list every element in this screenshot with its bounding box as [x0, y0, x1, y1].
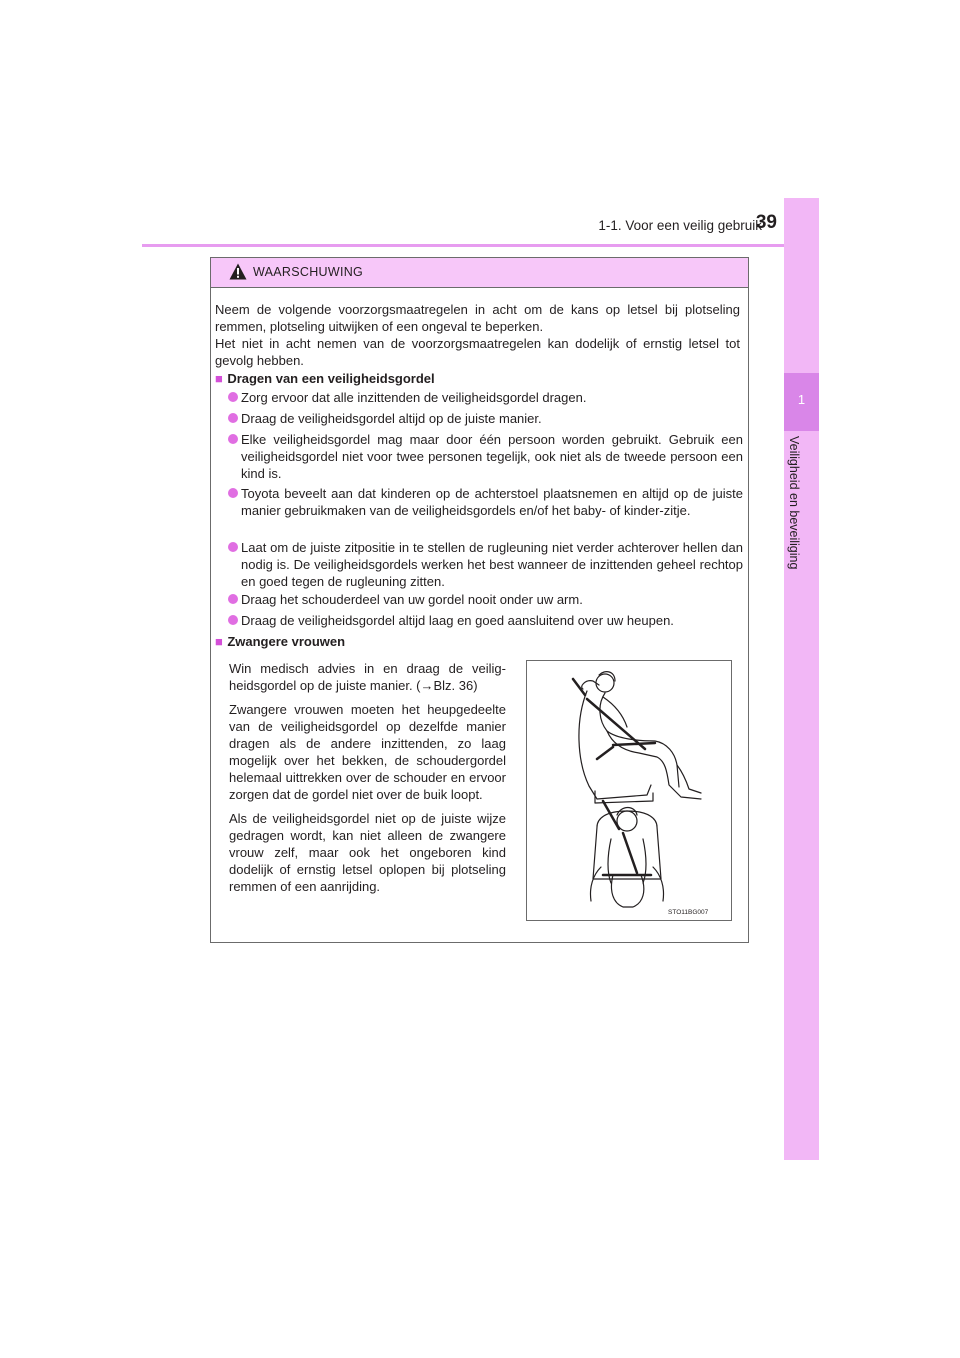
- bullet-dot-icon: [228, 413, 238, 423]
- list-item-text: Draag het schouderdeel van uw gordel nooit onder uw arm.: [241, 592, 583, 607]
- section-heading-text: Dragen van een veiligheidsgordel: [227, 371, 435, 386]
- bullet-dot-icon: [228, 594, 238, 604]
- bullet-dot-icon: [228, 434, 238, 444]
- list-item-text: Draag de veiligheidsgordel altijd laag en goed aansluitend over uw heupen.: [241, 613, 674, 628]
- paragraph: Win medisch advies in en draag de veilig-heidsgordel op de juiste manier. (→Blz. 36): [229, 661, 506, 693]
- warning-triangle-icon: [229, 263, 247, 280]
- square-bullet-icon: ■: [215, 634, 223, 649]
- list-item-text: Draag de veiligheidsgordel altijd op de juiste manier.: [241, 411, 542, 426]
- list-item: [228, 389, 743, 406]
- section-heading-seatbelt: [215, 370, 435, 388]
- chapter-tab: [784, 198, 819, 1160]
- list-item-text: Zorg ervoor dat alle inzittenden de veiligheidsgordel dragen.: [241, 390, 587, 405]
- list-item-text: Toyota beveelt aan dat kinderen op de achterstoel plaatsnemen en altijd op de juiste manier gebruikmaken van de veiligheidsgordels en/of het baby- of kinder-zitje.: [241, 486, 743, 518]
- list-item: [228, 410, 743, 427]
- warning-title: WAARSCHUWING: [253, 265, 364, 279]
- list-item: [228, 431, 743, 482]
- section-heading-text: Zwangere vrouwen: [227, 634, 346, 649]
- bullet-dot-icon: [228, 488, 238, 498]
- section-title: 1-1. Voor een veilig gebruik: [598, 218, 762, 233]
- header-rule: [142, 244, 818, 247]
- bullet-dot-icon: [228, 615, 238, 625]
- bullet-dot-icon: [228, 542, 238, 552]
- illustration-code: STO11BG007: [668, 909, 709, 916]
- list-item: [228, 485, 743, 519]
- pregnant-woman-seatbelt-illustration: [527, 661, 731, 920]
- list-item: [228, 539, 743, 590]
- square-bullet-icon: ■: [215, 371, 223, 386]
- bullet-dot-icon: [228, 392, 238, 402]
- section-heading-pregnant: [215, 633, 345, 651]
- list-item: [228, 591, 743, 608]
- paragraph: Als de veiligheidsgordel niet op de juiste wijze gedragen wordt, kan niet alleen de zwangere vrouw zelf, maar ook het ongeboren kind dodelijk of ernstig letsel oplopen bij plotseling remmen of een aanrijding.: [229, 811, 506, 894]
- list-item: [228, 612, 743, 629]
- paragraph: Zwangere vrouwen moeten het heupgedeelte van de veiligheidsgordel op dezelfde manier dragen als de andere inzittenden, zo laag mogelijk over het bekken, de schoudergordel helemaal uittrekken over de schouder en ervoor zorgen dat de gordel niet over de buik loopt.: [229, 702, 506, 802]
- warning-intro: Neem de volgende voorzorgsmaatregelen in acht om de kans op letsel bij plotseling remmen, plotseling uitwijken of een ongeval te beperken. Het niet in acht nemen van de voorzorgsmaatregelen kan dodelijk of ernstig letsel tot gevolg hebben.: [215, 302, 740, 368]
- list-item-text: Elke veiligheidsgordel mag maar door één persoon worden gebruikt. Gebruik een veiligheidsgordel niet voor twee personen tegelijk, ook niet als de tweede persoon een kind is.: [241, 432, 743, 481]
- list-item-text: Laat om de juiste zitpositie in te stellen de rugleuning niet verder achterover hellen dan nodig is. De veiligheidsgordels werken het best wanneer de inzittenden geheel rechtop en goed tegen de rugleuning zitten.: [241, 540, 743, 589]
- chapter-number: 1: [797, 392, 806, 407]
- seatbelt-illustration: [526, 660, 732, 921]
- chapter-label: Veiligheid en beveiliging: [787, 436, 801, 570]
- pregnant-text: [229, 660, 506, 902]
- page-number: 39: [755, 212, 777, 233]
